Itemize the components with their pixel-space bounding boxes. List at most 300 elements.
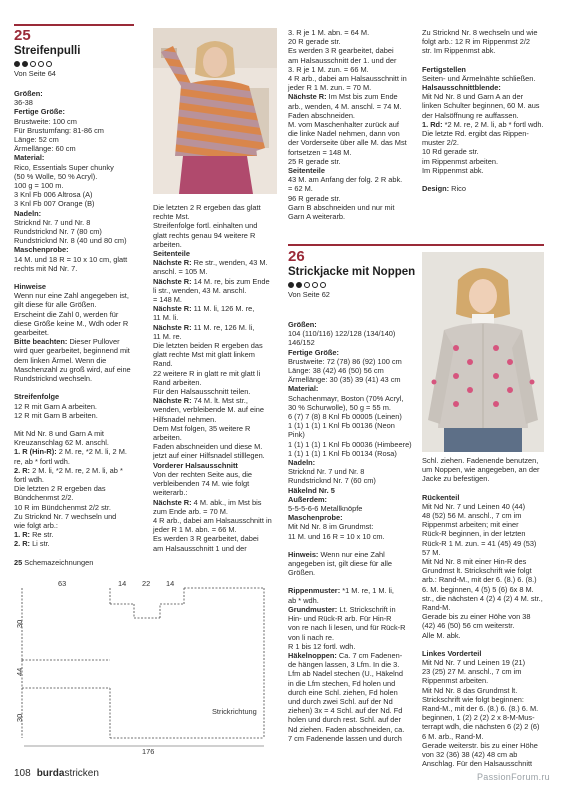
line-text: wird quer gearbeitet, beginnend mit [14,346,130,356]
line-text: Von der rechten Seite aus, die [153,469,253,479]
text-line [288,522,418,531]
line-text: 23 (25) 27 M. anschl., 7 cm im [422,667,522,677]
bold-label: Linkes Vorderteil [422,648,482,658]
line-text: Rand. [153,359,173,369]
page-reference: Von Seite 62 [288,290,330,299]
text-line [422,529,552,538]
text-line [14,153,146,162]
text-line [14,457,146,466]
line-text: Ca. 7 cm Fadenen- [336,650,403,660]
text-line [288,715,418,724]
bold-label: Nächste R: [153,497,192,507]
line-text: anschl. = 105 M. [153,267,208,277]
pattern-number: 26 [288,248,305,265]
line-text: Mit Nd Nr. 8 mit einer Hin-R des [422,557,527,567]
text-line [422,686,552,695]
text-line [288,412,418,421]
line-text: Rico [449,184,466,194]
text-line [14,126,146,135]
brand-light: stricken [64,768,99,779]
line-text: Dieser Pullover [67,337,120,347]
text-line [14,411,146,420]
text-line [14,107,146,116]
text-line [288,421,418,430]
pattern-25-column-3 [288,28,418,221]
line-text: Für Brustumfang: 81-86 cm [14,125,104,135]
pattern-number: 25 [14,27,31,44]
line-text: Maschenzahl zu groß wird, auf eine [14,364,131,374]
line-text: 1 (1) 1 (1) 1 Knl Fb 00036 (Himbeere) [288,439,412,449]
text-line [14,172,146,181]
line-text: Alle M. abk. [422,630,461,640]
line-text: am Halsausschnitt der 1. und der [288,55,397,65]
text-line [14,255,146,264]
line-text: der Vorderseite über alle M. das Mst [288,138,407,148]
text-line [422,603,552,612]
text-line [288,458,418,467]
text-line [288,357,418,366]
line-text: Länge: 52 cm [14,135,59,145]
line-text: Dem Mst folgen, 35 weitere R [153,423,251,433]
line-text: glatt rechte Mst mit glatt linkem [153,350,255,360]
line-text: Die letzten beiden R ergeben das [153,341,263,351]
text-line [153,267,283,276]
line-text: Re str. [30,530,54,540]
schema-label-top-3: 22 [142,579,151,588]
text-line [288,614,418,623]
text-line [153,396,283,405]
text-line [422,474,552,483]
line-text: arb.: Rand-M., mit der 6. (8.) 6. (8.) [422,575,537,585]
text-line [422,732,552,741]
text-line [288,633,418,642]
line-text: Brustweite: 100 cm [14,116,77,126]
bold-label: Nächste R: [153,322,192,332]
line-text: re, ab * fortl wdh. [14,456,70,466]
text-line [422,511,552,520]
line-text: jeder R 1 M. zun. = 70 M. [288,83,372,93]
line-text: 14 M. und 18 R = 10 x 10 cm, glatt [14,254,128,264]
line-text: verbleibenden 74 M. wie folgt [153,479,250,489]
text-line [422,539,552,548]
pattern-25-column-1 [14,89,146,567]
bold-label: Grundmuster: [288,604,338,614]
line-text: Faden abschneiden. [288,110,355,120]
text-line [288,725,418,734]
text-line [288,74,418,83]
line-text: Zu Stricknd Nr. 7 wechseln und [14,511,117,521]
line-text: 6 M. arb., Rand-M. [422,731,484,741]
line-text: Rand-M., mit der 6. (8.) 6. (8.) 6. M. [422,704,539,714]
line-text: 5-5-5-6-6 Metallknöpfe [288,504,363,514]
brand-bold: burda [36,768,65,779]
text-line [422,566,552,575]
line-text: Anschlag. Für den Halsausschnitt [422,759,533,769]
line-text: Kreuzanschlag 62 M. anschl. [14,438,109,448]
bold-label: Bitte beachten: [14,337,68,347]
schematic-diagram [14,578,274,756]
schema-direction-label: Strickrichtung [212,707,257,716]
text-line [422,548,552,557]
text-line [153,341,283,350]
text-line [288,623,418,632]
pattern-26-column-4 [422,456,552,769]
line-text: Größen. [288,568,316,578]
pattern-25-column-2 [153,203,283,553]
text-line [14,512,146,521]
line-text: Jacke zu befestigen. [422,474,490,484]
line-text: Zu Stricknd Nr. 8 wechseln und wie [422,28,538,37]
line-text: 48 (52) 56 M. anschl., 7 cm im [422,511,522,521]
text-line [14,429,146,438]
line-text: dem linken Ärmel. Wenn die [14,355,107,365]
text-line [14,245,146,254]
text-line [153,249,283,258]
text-line [288,669,418,678]
difficulty-dot-filled [296,282,302,288]
text-line [14,346,146,355]
photo-child-cardigan [422,252,544,452]
text-line [422,557,552,566]
text-line [288,495,418,504]
text-line [422,92,552,101]
text-line [422,111,552,120]
text-line [288,92,418,101]
line-text: Faden abschneiden und diese M. [153,442,263,452]
line-text: um Noppen, wie angegeben, an der [422,465,540,475]
bold-label: Häkelnd Nr. 5 [288,485,335,495]
difficulty-dot-filled [14,61,20,67]
line-text: Hilfsnadel nehmen. [153,414,217,424]
text-line [153,479,283,488]
text-line [288,586,418,595]
photo-striped-sweater [153,28,277,194]
section-rule-26 [288,244,544,246]
schema-label-top-4: 14 [166,579,175,588]
line-text: 104 (110/116) 122/128 (134/140) [288,329,396,339]
text-line [288,605,418,614]
text-line [288,375,418,384]
text-line [153,461,283,470]
line-text: 12 R mit Garn A arbeiten. [14,401,97,411]
line-text: von li nach re. [288,632,335,642]
line-text: Für den Halsausschnitt teilen. [153,387,251,397]
text-line [14,209,146,218]
line-text: im Rippenmst arbeiten. [422,156,498,166]
bold-label: Hinweise [14,282,47,292]
line-text: gilt diese für alle Größen. [14,300,97,310]
text-line [153,424,283,433]
text-line [422,621,552,630]
text-line [288,403,418,412]
text-line [153,488,283,497]
text-line [288,120,418,129]
text-line [422,83,552,92]
text-line [153,277,283,286]
line-text: 22 weitere R in glatt re mit glatt li [153,368,261,378]
text-line [153,359,283,368]
spacer [422,56,552,65]
line-text: jeder R 1 M. abn. = 66 M. [153,525,237,535]
schema-label-left-2: 44 [15,667,24,676]
photo-sweater-sleeve [460,128,544,196]
line-text: str., die nächsten 4 (2) 4 (2) 4 M. str., [422,593,543,603]
difficulty-dot-empty [38,61,44,67]
line-text: wenden, verbleibende M. auf eine [153,405,264,415]
bold-label: Seitenteile [153,249,190,259]
line-text: 25 R gerade str. [288,156,341,166]
text-line [153,240,283,249]
line-text: Li str. [30,539,50,549]
spacer [422,484,552,493]
line-text: Grundmst lt. Strickschrift wie folgt [422,566,532,576]
line-text: Schl. ziehen. Fadenende benutzen, [422,456,539,465]
spacer [14,383,146,392]
pattern-title: Strickjacke mit Noppen [288,266,416,278]
line-text: 3 Knl Fb 007 Orange (B) [14,199,95,209]
text-line [288,184,418,193]
text-line [288,550,418,559]
line-text: Rundstricknd Nr. 7 (60 cm) [288,476,376,486]
text-line [153,534,283,543]
line-text: Rand-M. [422,603,451,613]
line-text: 4 R arb., dabei am Halsausschnitt in [153,515,272,525]
bold-label: Größen: [14,89,43,98]
text-line [422,28,552,37]
text-line [288,642,418,651]
text-line [288,175,418,184]
text-line [14,365,146,374]
text-line [14,291,146,300]
text-line [14,236,146,245]
line-text: 12 R mit Garn B arbeiten. [14,410,98,420]
line-text: Rundstricknd Nr. 7 (80 cm) [14,227,102,237]
text-line [288,486,418,495]
photo-child-cardigan-image [422,252,544,452]
line-text: in die Lfm stechen, Fd holen und [288,678,396,688]
line-text: R 1 bis 12 fortl. wdh. [288,641,356,651]
text-line [422,37,552,46]
line-text: 20 R gerade str. [288,37,341,47]
line-text: Mit Nd Nr. 8 im Grundmst: [288,522,374,532]
line-text: wie folgt arb.: [14,520,58,530]
text-line [288,660,418,669]
bold-label: Nadeln: [14,208,42,218]
line-text: am Halsausschnitt 1 und der [153,543,247,553]
text-line [422,759,552,768]
text-line [288,679,418,688]
text-line [422,594,552,603]
text-line [14,190,146,199]
schema-label-top-1: 63 [58,579,67,588]
text-line [288,706,418,715]
bold-label: Rippenmuster: [288,586,341,596]
line-text: ziehen) 3x = 4 Schl. auf der Nd. Fd [288,706,403,716]
schema-label-left-3: 30 [15,713,24,722]
line-text: Rück-R beginnen, in der letzten [422,529,526,539]
line-text: Schachenmayr, Boston (70% Acryl, [288,393,404,403]
text-line [14,558,146,567]
text-line [288,430,418,439]
text-line [288,166,418,175]
line-text: durch eine Schl. ziehen, Fd holen [288,687,398,697]
line-text: rechts mit Nd Nr. 7. [14,263,78,273]
line-text: 57 M. [422,547,441,557]
text-line [422,658,552,667]
text-line [153,405,283,414]
text-line [14,521,146,530]
text-line [153,221,283,230]
bold-label: Maschenprobe: [14,245,69,255]
text-line [288,320,418,329]
bold-label: Maschenprobe: [288,513,343,523]
text-line [288,37,418,46]
text-line [422,101,552,110]
text-line [14,218,146,227]
difficulty-dot-filled [22,61,28,67]
text-line [153,258,283,267]
text-line [153,451,283,460]
line-text: angegeben ist, gilt diese für alle [288,559,392,569]
line-text: li str., wenden, 43 M. anschl. [153,285,247,295]
line-text: Ärmellänge: 30 (35) 39 (41) 43 cm [288,375,401,385]
bold-label: Hinweis: [288,549,319,559]
line-text: rechte Mst. [153,212,190,222]
text-line [288,102,418,111]
line-text: beginnen, 1 (2) 2 (2) 2 x 8-M-Mus- [422,713,535,723]
difficulty-dot-empty [46,61,52,67]
text-line [153,231,283,240]
line-text: Brustweite: 72 (78) 86 (92) 100 cm [288,356,402,366]
bold-label: 2. R: [14,539,31,549]
line-text: 6 (7) 7 (8) 8 Knl Fb 00005 (Leinen) [288,412,402,422]
line-text: *1 M. re, 1 M. li, [340,586,394,596]
line-text: jetzt auf einer Hilfsnadel stilllegen. [153,451,265,461]
text-line [14,447,146,456]
schema-label-top-2: 14 [118,579,127,588]
text-line [288,338,418,347]
line-text: Mit Nd Nr. 7 und Leinen 40 (44) [422,501,526,511]
line-text: Die letzten 2 R ergeben das glatt [153,203,261,212]
text-line [153,415,283,424]
line-text: holen und durch rest. Schl. auf der [288,715,401,725]
text-line [288,348,418,357]
text-line [288,111,418,120]
text-line [422,46,552,55]
spacer [422,640,552,649]
text-line [288,56,418,65]
text-line [288,513,418,522]
line-text: Rück-R 1 M. zun. = 41 (45) 49 (53) [422,538,537,548]
line-text: Mit Nd Nr. 8 und Garn A mit [14,428,104,438]
line-text: diese Größe keine M., Wdh oder R [14,318,129,328]
text-line [14,466,146,475]
text-line [288,467,418,476]
text-line [153,470,283,479]
line-text: arbeiten. [153,433,182,443]
text-line [153,442,283,451]
line-text: Es werden 3 R gearbeitet, dabei [153,534,259,544]
text-line [288,476,418,485]
text-line [153,387,283,396]
text-line [422,695,552,704]
text-line [14,337,146,346]
text-line [288,129,418,138]
line-text: Es werden 3 R gearbeitet, dabei [288,46,394,56]
line-text: Lfm ab Nadel stechen (U., Häkelnd [288,669,404,679]
text-line [14,475,146,484]
line-text: Lt. Strickschrift in [337,604,396,614]
line-text: von re nach li lesen, und für Rück-R [288,623,406,633]
text-line [153,507,283,516]
text-line [153,295,283,304]
text-line [288,651,418,660]
line-text: 2 M. li, *2 M. re, 2 M. li, ab * [30,465,123,475]
text-line [153,378,283,387]
text-line [14,402,146,411]
line-text: Rippenmst arbeiten. [422,676,489,686]
text-line [14,135,146,144]
text-line [14,539,146,548]
bold-label: Material: [288,384,319,394]
text-line [153,212,283,221]
line-text: 11 M. li, 126 M. re, [191,304,255,314]
text-line [288,138,418,147]
text-line [153,498,283,507]
spacer [288,577,418,586]
text-line [288,568,418,577]
text-line [14,530,146,539]
line-text: = 62 M. [288,184,313,194]
line-text: Mit Nd Nr. 8 und Garn A an der [422,92,524,102]
difficulty-dot-empty [320,282,326,288]
schema-label-bottom: 176 [142,747,155,756]
line-text: Seiten- und Ärmelnähte schließen. [422,73,536,83]
text-line [14,319,146,328]
photo-striped-sweater-image [153,28,277,194]
text-line [422,649,552,658]
line-text: 36-38 [14,98,33,108]
line-text: Die letzten 2 R ergeben das [14,484,106,494]
text-line [288,366,418,375]
text-line [422,704,552,713]
pattern-26-column-3 [288,320,418,743]
text-line [288,203,418,212]
line-text: 4 R arb., dabei am Halsausschnitt in [288,74,407,84]
text-line [288,440,418,449]
line-text: Rundstricknd wechseln. [14,374,93,384]
text-line [14,493,146,502]
line-text: Re str., wenden, 43 M. [191,258,268,268]
line-text: 3 Knl Fb 006 Altrosa (A) [14,190,93,200]
text-line [288,148,418,157]
line-text: M. vom Maschenhalter zurück auf [288,120,399,130]
line-text: Wenn nur eine Zahl angegeben ist, [14,291,129,301]
text-line [288,504,418,513]
line-text: Ärmellänge: 60 cm [14,144,76,154]
text-line [288,83,418,92]
schema-label-left-1: 30 [15,619,24,628]
bold-label: Außerdem: [288,494,328,504]
bold-label: Rückenteil [422,492,460,502]
line-text: die linke Nadel nehmen, dann von [288,129,400,139]
text-line [288,532,418,541]
text-line [288,46,418,55]
bold-label: Halsausschnittblende: [422,83,501,93]
line-text: 14 M. re, bis zum Ende [191,276,270,286]
page-number: 108 [14,768,31,779]
line-text: 2 M. re, *2 M. li, 2 M. [56,447,127,457]
